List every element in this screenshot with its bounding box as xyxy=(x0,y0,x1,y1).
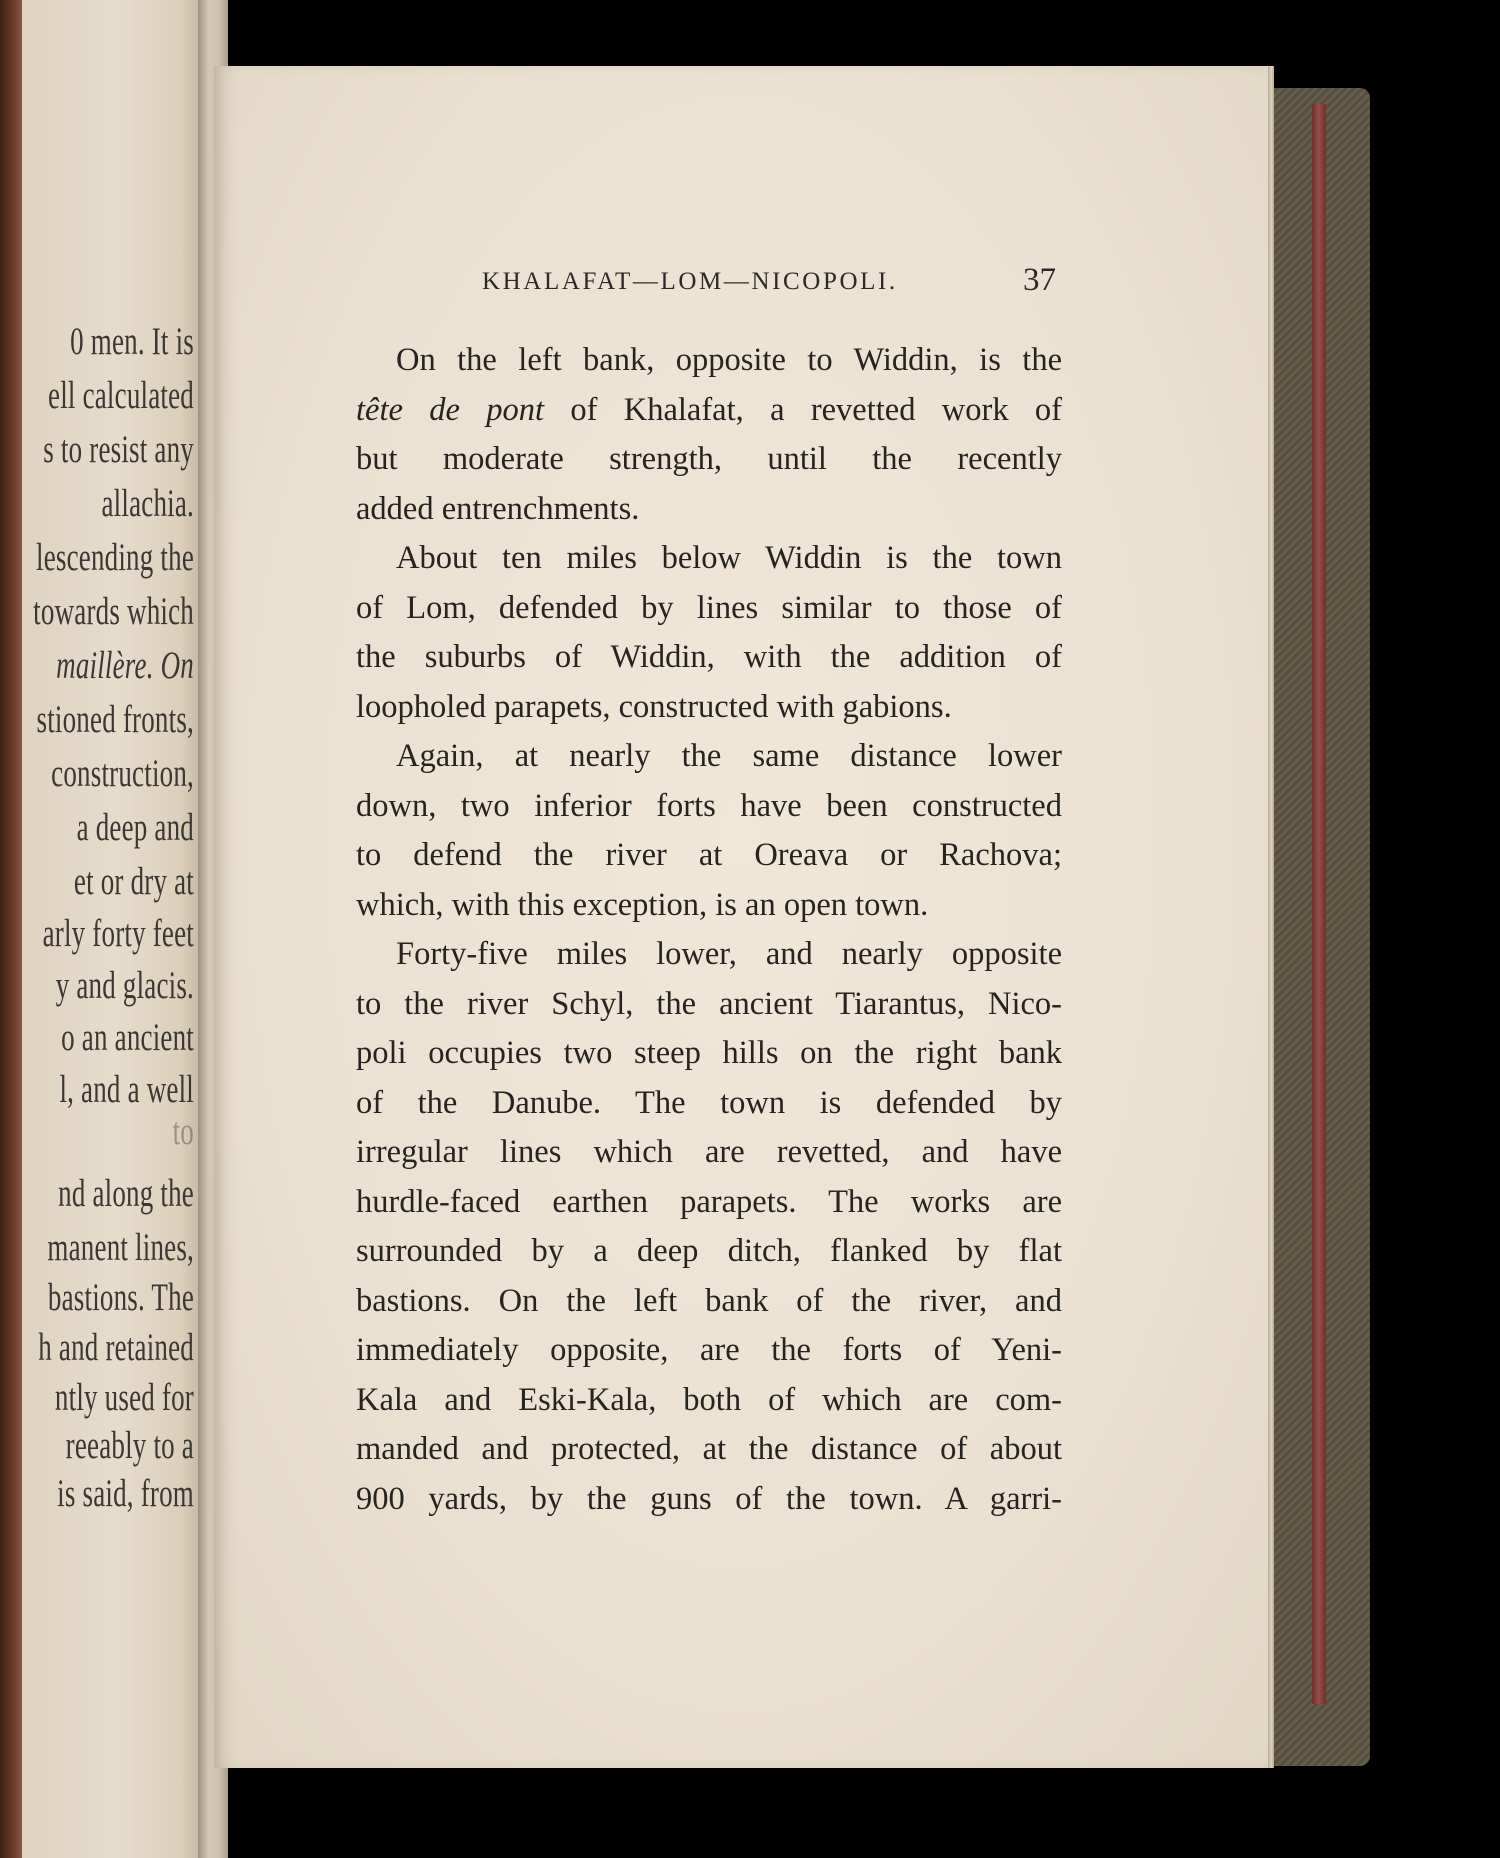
left-page-line: arly forty feet xyxy=(42,911,194,955)
left-page xyxy=(0,0,212,1858)
text-line: Forty-five miles lower, and nearly opposite xyxy=(396,936,1062,972)
left-page-line: is said, from xyxy=(57,1471,194,1515)
page-number: 37 xyxy=(1023,262,1056,298)
text-line: immediately opposite, are the forts of Yeni- xyxy=(356,1332,1062,1368)
left-page-line: allachia. xyxy=(101,481,194,525)
running-head xyxy=(356,262,1056,308)
text-line: About ten miles below Widdin is the town xyxy=(396,540,1062,576)
text-line: added entrenchments. xyxy=(356,490,640,527)
left-page-line: 0 men. It is xyxy=(70,319,194,363)
text-line xyxy=(356,386,1062,436)
left-page-line: towards which xyxy=(33,589,194,633)
text-line-rest: of Khalafat, a revetted work of xyxy=(544,391,1062,428)
text-line: On the left bank, opposite to Widdin, is the xyxy=(396,342,1062,378)
italic-phrase: tête de pont xyxy=(356,391,545,428)
left-page-line: y and glacis. xyxy=(55,963,194,1007)
text-line: Kala and Eski-Kala, both of which are com- xyxy=(356,1381,1062,1418)
cover-red-band xyxy=(1312,104,1326,1704)
text-line: hurdle-faced earthen parapets. The works are xyxy=(356,1183,1062,1220)
left-page-line: a deep and xyxy=(76,805,194,849)
text-line: bastions. On the left bank of the river, and xyxy=(356,1282,1062,1319)
running-title: KHALAFAT—LOM—NICOPOLI. xyxy=(482,268,898,295)
left-page-line: nd along the xyxy=(58,1171,194,1215)
text-line: to the river Schyl, the ancient Tiarantus, Nico- xyxy=(356,985,1062,1022)
text-line: Again, at nearly the same distance lower xyxy=(396,738,1062,774)
left-page-line: reeably to a xyxy=(65,1423,194,1467)
left-page-line: et or dry at xyxy=(73,859,194,903)
left-page-line: ntly used for xyxy=(54,1375,194,1419)
left-page-line: stioned fronts, xyxy=(36,697,194,741)
text-line: irregular lines which are revetted, and have xyxy=(356,1134,1062,1170)
text-line: of Lom, defended by lines similar to those of xyxy=(356,589,1062,626)
body-text xyxy=(356,336,1062,1524)
text-line: poli occupies two steep hills on the right bank xyxy=(356,1035,1062,1071)
text-line: which, with this exception, is an open town. xyxy=(356,886,929,923)
left-page-line: o an ancient xyxy=(61,1015,194,1059)
text-line: down, two inferior forts have been constructed xyxy=(356,787,1062,824)
text-line: manded and protected, at the distance of about xyxy=(356,1431,1062,1467)
text-line: surrounded by a deep ditch, flanked by flat xyxy=(356,1233,1062,1269)
left-page-line: manent lines, xyxy=(47,1225,194,1269)
left-page-line: construction, xyxy=(51,751,194,795)
left-page-line: to xyxy=(172,1109,194,1153)
left-page-line: s to resist any xyxy=(43,427,194,471)
text-line: the suburbs of Widdin, with the addition of xyxy=(356,639,1062,675)
left-page-line: h and retained xyxy=(38,1325,194,1369)
text-line: of the Danube. The town is defended by xyxy=(356,1084,1062,1121)
left-page-line: ell calculated xyxy=(48,373,194,417)
text-line: but moderate strength, until the recently xyxy=(356,441,1062,477)
text-line: to defend the river at Oreava or Rachova; xyxy=(356,837,1062,873)
text-line: loopholed parapets, constructed with gabions. xyxy=(356,688,952,725)
left-page-line: maillère. On xyxy=(56,643,194,687)
text-line: 900 yards, by the guns of the town. A garri- xyxy=(356,1480,1062,1517)
left-page-line: l, and a well xyxy=(59,1067,194,1111)
left-cover-edge xyxy=(0,0,22,1858)
left-page-line: lescending the xyxy=(36,535,194,579)
left-page-line: bastions. The xyxy=(47,1275,194,1319)
